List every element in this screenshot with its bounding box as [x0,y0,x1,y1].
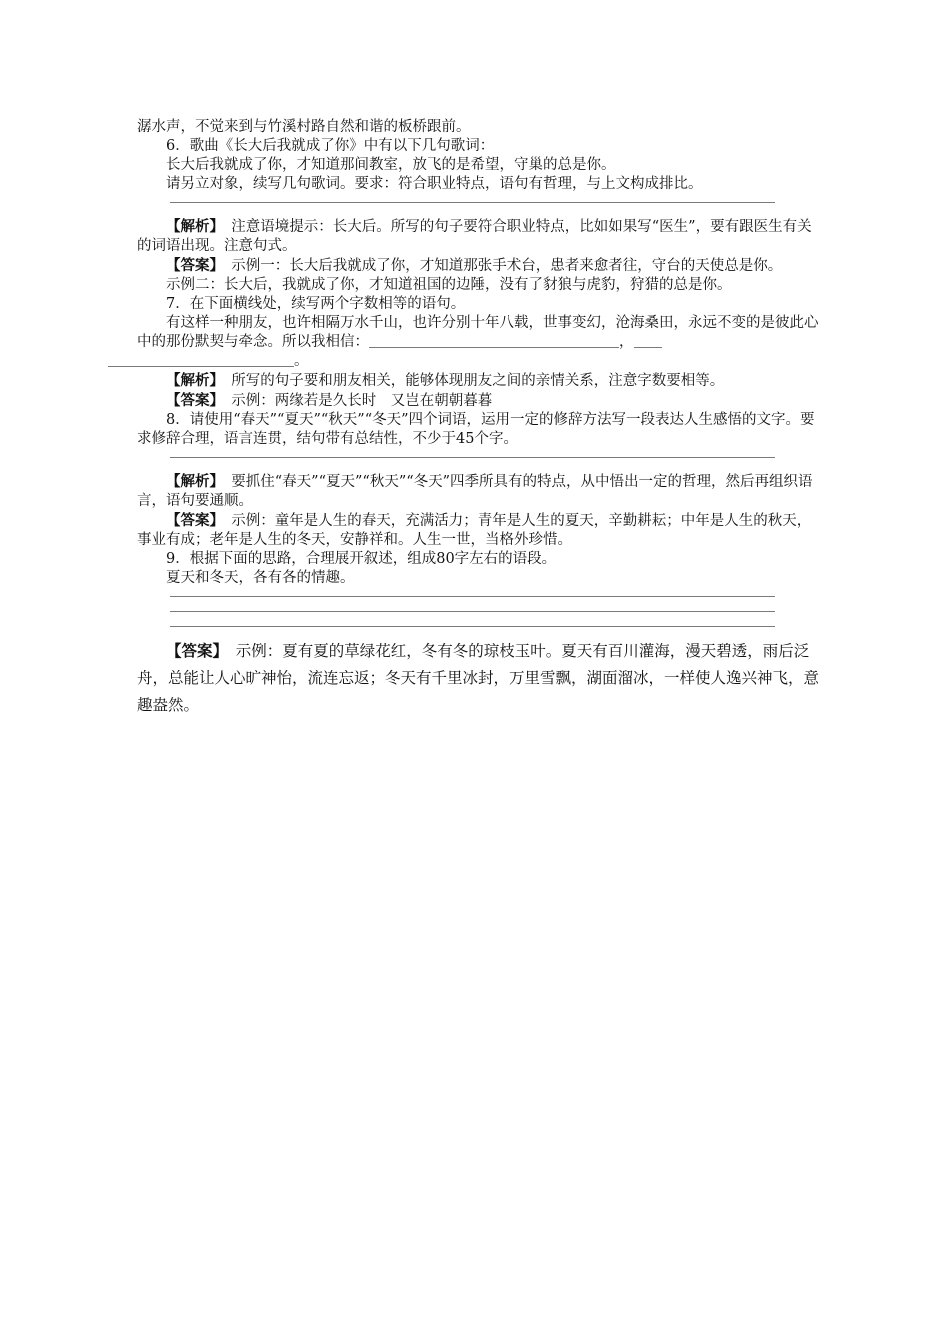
analysis-6 [137,217,820,256]
question-9-text: 夏天和冬天，各有各的情趣。 [166,570,355,586]
answer-8 [137,511,820,550]
analysis-tag: 【解析】 [166,473,217,490]
answer-blank-line[interactable] [170,626,775,627]
question-7: 7．在下面横线处，续写两个字数相等的语句。 [166,296,466,312]
answer-text: 示例：童年是人生的春天，充满活力；青年是人生的夏天，辛勤耕耘；中年是人生的秋天，事业有成；老年是人生的冬天，安静祥和。人生一世，当格外珍惜。 [137,513,812,548]
analysis-text: 所写的句子要和朋友相关，能够体现朋友之间的亲情关系，注意字数要相等。 [231,373,725,389]
question-7-text [137,314,820,371]
question-8: 8．请使用“春天”“夏天”“秋天”“冬天”四个词语，运用一定的修辞方法写一段表达人生感悟的文字。要求修辞合理，语言连贯，结句带有总结性，不少于45个字。 [137,412,815,447]
answer-text: 示例：两缘若是久长时 又岂在朝朝暮暮 [231,393,493,409]
answer-tag: 【答案】 [166,257,217,274]
answer-text: 示例一：长大后我就成了你，才知道那张手术台，患者来愈者往，守台的天使总是你。 [231,258,783,274]
analysis-tag: 【解析】 [166,218,217,235]
analysis-text: 注意语境提示：长大后。所写的句子要符合职业特点，比如如果写“医生”，要有跟医生有关的词语出现。注意句式。 [137,219,812,254]
question-7-body: 有这样一种朋友，也许相隔万水千山，也许分别十年八载，世事变幻，沧海桑田，永远不变的是彼此心中的那份默契与牵念。所以我相信： [137,315,819,350]
text-line: 潺水声，不觉来到与竹溪村路自然和谐的板桥跟前。 [137,119,471,135]
analysis-8 [137,472,820,511]
answer-6-example-2: 示例二：长大后，我就成了你，才知道祖国的边陲，没有了豺狼与虎豹，狩猎的总是你。 [166,277,732,293]
document-page [137,118,820,719]
period: 。 [294,353,309,369]
answer-7 [137,391,820,411]
analysis-tag: 【解析】 [166,372,217,389]
question-6: 6．歌曲《长大后我就成了你》中有以下几句歌词： [166,138,495,154]
answer-blank-inline[interactable] [369,333,619,348]
answer-blank-line[interactable] [170,457,775,458]
answer-blank-line[interactable] [170,202,775,203]
answer-blank-inline[interactable] [634,333,662,348]
answer-tag: 【答案】 [166,512,217,529]
analysis-7 [137,371,820,391]
answer-blank-inline[interactable] [108,352,294,367]
analysis-text: 要抓住“春天”“夏天”“秋天”“冬天”四季所具有的特点，从中悟出一定的哲理，然后再组织语言，语句要通顺。 [137,474,813,509]
answer-tag: 【答案】 [166,392,217,409]
answer-text: 示例：夏有夏的草绿花红，冬有冬的琼枝玉叶。夏天有百川灌海，漫天碧透，雨后泛舟，总能让人心旷神怡，流连忘返；冬天有千里冰封，万里雪飘，湖面溜冰，一样使人逸兴神飞，意趣盎然。 [137,642,820,714]
comma: ， [619,334,634,350]
lyric-line: 长大后我就成了你，才知道那间教室，放飞的是希望，守巢的总是你。 [166,157,616,173]
answer-blank-line[interactable] [170,611,775,612]
answer-6 [137,256,820,276]
answer-9 [137,637,820,719]
answer-blank-line[interactable] [170,596,775,597]
answer-tag: 【答案】 [166,641,221,660]
question-9: 9．根据下面的思路，合理展开叙述，组成80字左右的语段。 [166,551,557,567]
question-6-requirement: 请另立对象，续写几句歌词。要求：符合职业特点，语句有哲理，与上文构成排比。 [166,176,703,192]
